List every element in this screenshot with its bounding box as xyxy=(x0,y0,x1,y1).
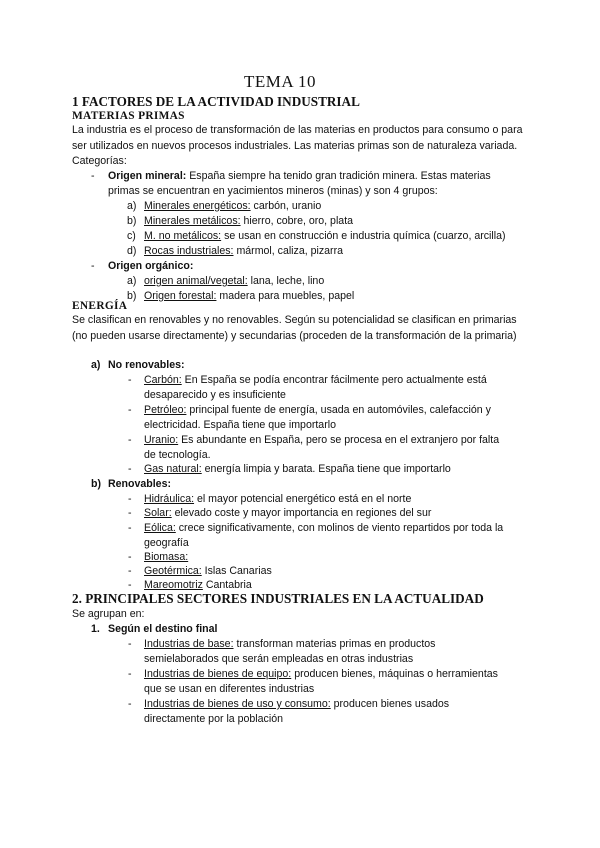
list-item xyxy=(127,214,136,230)
item-desc: el mayor potencial energético está en el norte xyxy=(194,493,412,505)
item-desc: carbón, uranio xyxy=(250,200,322,212)
label-text: Según el destino final xyxy=(108,623,218,635)
item-term: Minerales energéticos: xyxy=(144,200,251,212)
item-term: Minerales metálicos: xyxy=(144,215,241,227)
no-renovables-label xyxy=(108,358,185,374)
item-marker: a) xyxy=(127,275,137,287)
bullet-dash: - xyxy=(128,463,132,475)
item-marker: b) xyxy=(127,215,137,227)
list-item-cont: que se usan en diferentes industrias xyxy=(144,683,315,695)
label-text: Renovables: xyxy=(108,478,171,490)
bullet-dash: - xyxy=(128,565,132,577)
item-desc: transforman materias primas en productos xyxy=(233,638,436,650)
list-item xyxy=(127,229,136,245)
item-term: Hidráulica: xyxy=(144,493,195,505)
item-term: Carbón: xyxy=(144,374,182,386)
item-term: Origen forestal: xyxy=(144,290,217,302)
list-item xyxy=(144,697,449,713)
item-term: Uranio: xyxy=(144,434,179,446)
bullet-dash: - xyxy=(128,698,132,710)
item-desc: mármol, caliza, pizarra xyxy=(233,245,343,257)
item-term: Biomasa: xyxy=(144,551,189,563)
section2-heading: 2. PRINCIPALES SECTORES INDUSTRIALES EN LA ACTUALIDAD xyxy=(72,591,484,606)
item-desc: Es abundante en España, pero se procesa en el extranjero por falta xyxy=(178,434,500,446)
list-item xyxy=(144,289,354,305)
list-item xyxy=(144,403,491,419)
section2-intro: Se agrupan en: xyxy=(72,608,145,620)
marker-text: a) xyxy=(91,359,101,371)
materias-heading: MATERIAS PRIMAS xyxy=(72,110,185,122)
list-item xyxy=(144,667,498,683)
energia-intro: Se clasifican en renovables y no renovables. Según su potencialidad se clasifican en primarias (no pueden usarse directamente) y secundarias (proceden de la transformación de la primaria) xyxy=(72,314,517,342)
item-term: Solar: xyxy=(144,507,172,519)
list-item xyxy=(144,229,506,245)
item-desc: hierro, cobre, oro, plata xyxy=(240,215,354,227)
bullet-dash: - xyxy=(128,579,132,591)
destino-marker xyxy=(91,622,100,638)
bullet-dash: - xyxy=(128,434,132,446)
list-item-cont: semielaborados que serán empleadas en otras industrias xyxy=(144,653,414,665)
item-desc: producen bienes usados xyxy=(330,698,450,710)
item-desc: energía limpia y barata. España tiene que importarlo xyxy=(201,463,451,475)
section1-heading: 1 FACTORES DE LA ACTIVIDAD INDUSTRIAL xyxy=(72,94,360,109)
bullet-dash: - xyxy=(128,374,132,386)
item-term: Industrias de bienes de uso y consumo: xyxy=(144,698,331,710)
renovables-label xyxy=(108,477,171,493)
list-item-cont: de tecnología. xyxy=(144,449,211,461)
bullet-dash: - xyxy=(128,507,132,519)
mineral-line2: primas se encuentran en yacimientos mineros (minas) y son 4 grupos: xyxy=(108,185,438,197)
materias-intro: La industria es el proceso de transformación de las materias en productos para consumo o para ser utilizados en nuevos procesos industriales. Las materias primas son de naturaleza variada. Categorías: xyxy=(72,124,523,168)
marker-text: b) xyxy=(91,478,101,490)
bullet-dash: - xyxy=(128,522,132,534)
bullet-dash: - xyxy=(128,638,132,650)
list-item xyxy=(144,214,353,230)
list-item xyxy=(127,289,136,305)
item-marker: b) xyxy=(127,290,137,302)
list-item xyxy=(127,274,136,290)
list-item xyxy=(144,637,435,653)
item-desc: Cantabria xyxy=(202,579,252,591)
list-item xyxy=(144,433,499,449)
item-marker: c) xyxy=(127,230,136,242)
item-marker: d) xyxy=(127,245,137,257)
organico-label-text: Origen orgánico: xyxy=(108,260,194,272)
bullet-dash: - xyxy=(128,551,132,563)
list-item-cont: directamente por la población xyxy=(144,713,283,725)
list-item-cont: electricidad. España tiene que importarlo xyxy=(144,419,336,431)
list-item xyxy=(144,199,321,215)
item-term: Mareomotriz xyxy=(144,579,203,591)
no-renovables-marker xyxy=(91,358,100,374)
bullet-dash: - xyxy=(128,404,132,416)
item-term: Rocas industriales: xyxy=(144,245,234,257)
destino-label xyxy=(108,622,217,638)
label-text: No renovables: xyxy=(108,359,185,371)
item-desc: En España se podía encontrar fácilmente pero actualmente está xyxy=(181,374,487,386)
list-item xyxy=(127,244,136,260)
item-term: Gas natural: xyxy=(144,463,202,475)
item-desc: crece significativamente, con molinos de viento repartidos por toda la xyxy=(175,522,504,534)
mineral-text: España siempre ha tenido gran tradición minera. Estas materias xyxy=(186,170,491,182)
item-desc: elevado coste y mayor importancia en regiones del sur xyxy=(171,507,432,519)
list-item xyxy=(144,462,451,478)
item-desc: lana, leche, lino xyxy=(247,275,325,287)
marker-text: 1. xyxy=(91,623,100,635)
page-title: TEMA 10 xyxy=(244,72,316,91)
item-term: Geotérmica: xyxy=(144,565,202,577)
item-desc: se usan en construcción e industria química (cuarzo, arcilla) xyxy=(221,230,506,242)
item-desc: principal fuente de energía, usada en automóviles, calefacción y xyxy=(186,404,491,416)
energia-heading: ENERGÍA xyxy=(72,300,128,312)
list-item-cont: geografía xyxy=(144,537,189,549)
list-item xyxy=(144,506,431,522)
item-term: origen animal/vegetal: xyxy=(144,275,248,287)
item-desc: producen bienes, máquinas o herramientas xyxy=(291,668,498,680)
item-term: Eólica: xyxy=(144,522,176,534)
bullet-dash: - xyxy=(91,260,95,272)
mineral-line1 xyxy=(108,169,491,185)
item-term: M. no metálicos: xyxy=(144,230,222,242)
mineral-label: Origen mineral: xyxy=(108,170,187,182)
item-term: Industrias de base: xyxy=(144,638,234,650)
organico-label xyxy=(108,259,193,275)
list-item xyxy=(144,521,503,537)
list-item xyxy=(144,373,487,389)
list-item xyxy=(144,244,343,260)
renovables-marker xyxy=(91,477,101,493)
item-term: Industrias de bienes de equipo: xyxy=(144,668,292,680)
bullet-dash: - xyxy=(91,170,95,182)
item-marker: a) xyxy=(127,200,137,212)
list-item xyxy=(144,274,324,290)
item-term: Petróleo: xyxy=(144,404,187,416)
bullet-dash: - xyxy=(128,493,132,505)
list-item-cont: desaparecido y es insuficiente xyxy=(144,389,286,401)
list-item xyxy=(127,199,136,215)
bullet-dash: - xyxy=(128,668,132,680)
item-desc: madera para muebles, papel xyxy=(216,290,355,302)
item-desc: Islas Canarias xyxy=(201,565,272,577)
